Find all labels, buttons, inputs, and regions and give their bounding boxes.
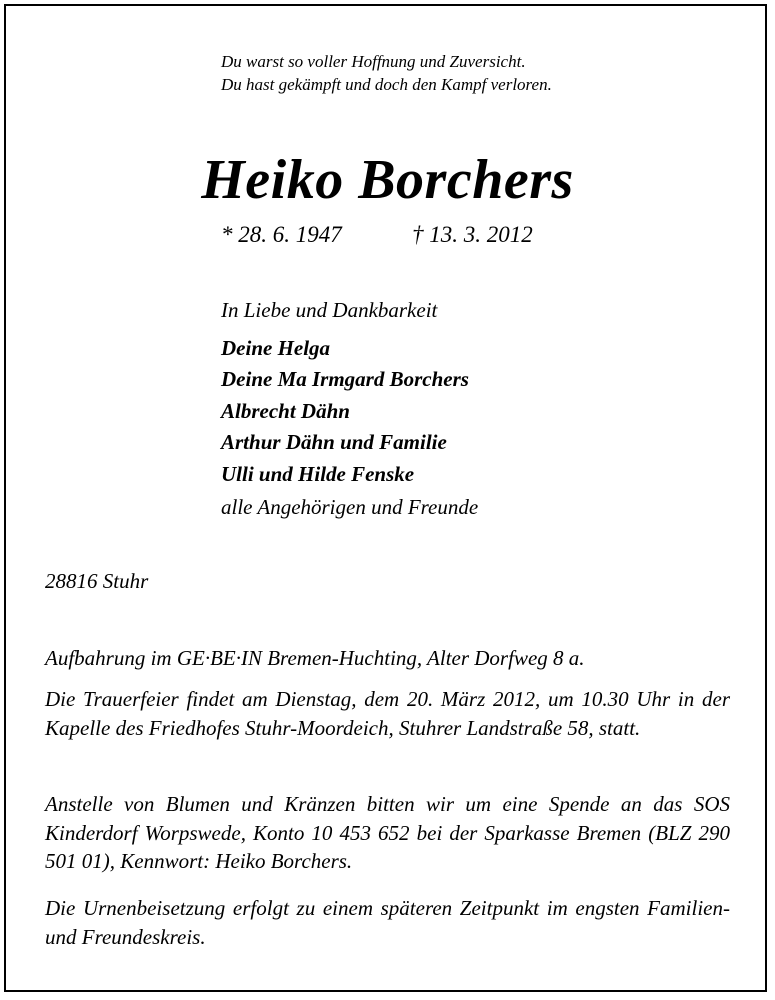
mourner-name: Deine Ma Irmgard Borchers: [221, 367, 469, 392]
mourners-intro: In Liebe und Dankbarkeit: [221, 298, 438, 322]
birth-date: * 28. 6. 1947: [221, 222, 342, 247]
funeral-service-info: Die Trauerfeier findet am Dienstag, dem 20. März 2012, um 10.30 Uhr in der Kapelle des Friedhofes Stuhr-Moordeich, Stuhrer Landstraße 58, statt.: [45, 687, 730, 740]
mourner-name: Albrecht Dähn: [221, 398, 350, 423]
death-date: † 13. 3. 2012: [412, 222, 533, 247]
mourner-name: Arthur Dähn und Familie: [221, 430, 447, 455]
mourner-name: Deine Helga: [221, 336, 331, 360]
other-mourners: alle Angehörigen und Freunde: [221, 495, 479, 519]
deceased-name: Heiko Borchers: [201, 149, 574, 211]
motto-line: Du hast gekämpft und doch den Kampf verloren.: [221, 75, 552, 94]
mourner-name: Ulli und Hilde Fenske: [221, 461, 415, 486]
motto: [221, 50, 552, 96]
viewing-info: Aufbahrung im GE·BE·IN Bremen-Huchting, Alter Dorfweg 8 a.: [45, 646, 585, 670]
place-of-residence: 28816 Stuhr: [45, 569, 149, 593]
donation-request: Anstelle von Blumen und Kränzen bitten wir um eine Spende an das SOS Kinderdorf Worpswede, Konto 10 453 652 bei der Sparkasse Bremen (BLZ 290 501 01), Kennwort: Heiko Borchers.: [45, 792, 730, 873]
motto-line: Du warst so voller Hoffnung und Zuversicht.: [221, 52, 526, 71]
urn-burial-info: Die Urnenbeisetzung erfolgt zu einem späteren Zeitpunkt im engsten Familien- und Freundeskreis.: [45, 896, 730, 949]
mourner-list: [221, 333, 469, 490]
